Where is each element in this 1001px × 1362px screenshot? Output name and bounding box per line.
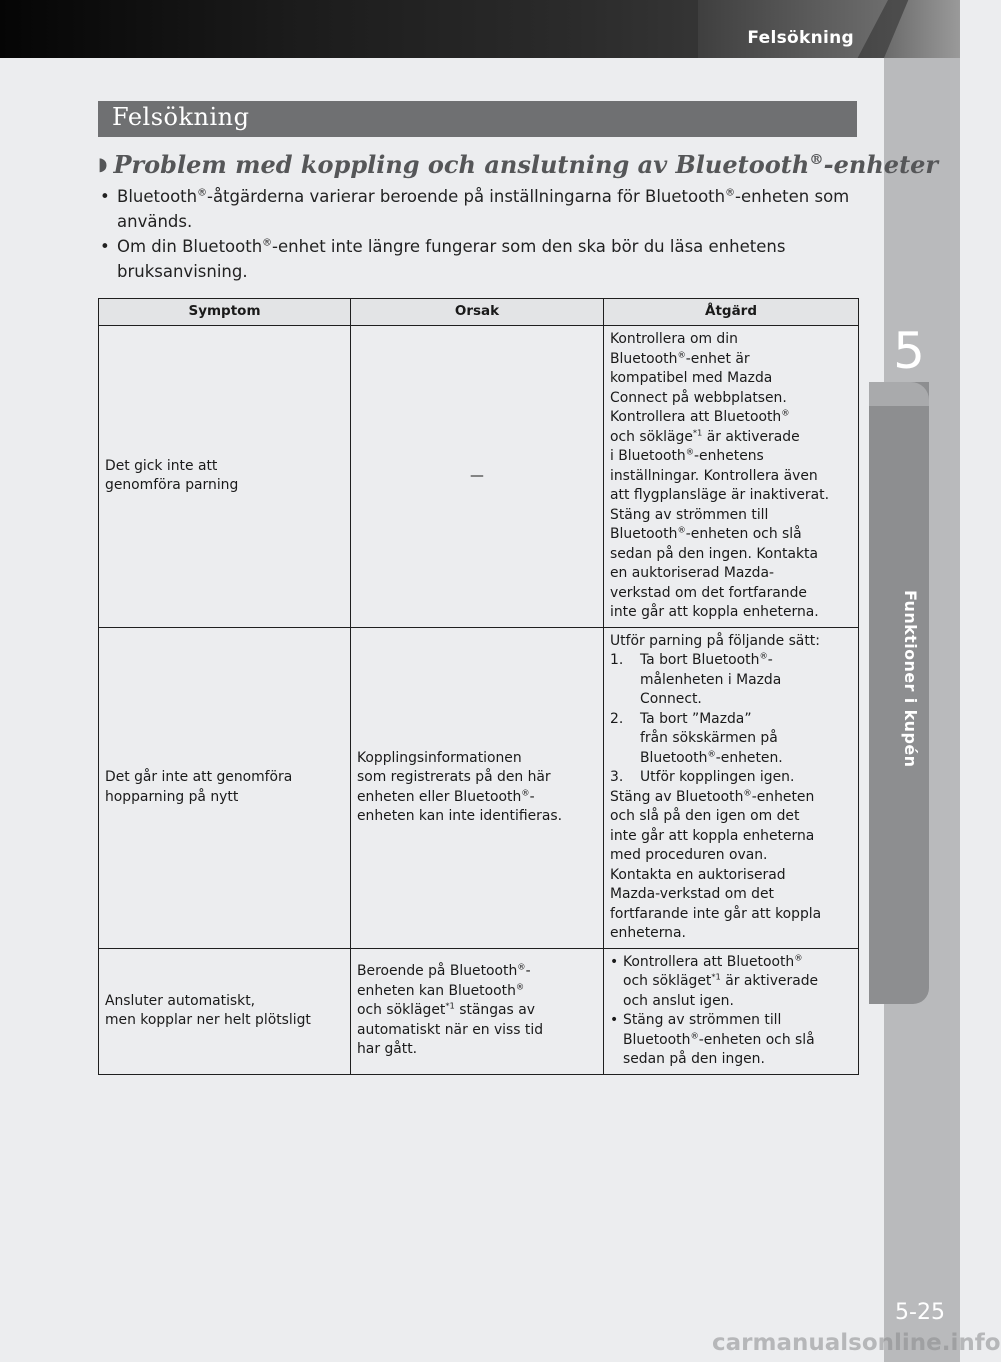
text-span: Beroende på Bluetooth xyxy=(357,963,518,980)
text-line xyxy=(357,962,597,982)
list-text xyxy=(623,953,818,1012)
text-line xyxy=(623,992,818,1012)
subheading-marker-icon: ◗ xyxy=(98,154,108,175)
text-line xyxy=(610,866,852,886)
text-span: -åtgärderna varierar beroende på inställningarna för Bluetooth xyxy=(206,187,726,206)
text-line xyxy=(610,467,852,487)
text-span: Ta bort ”Mazda” xyxy=(640,710,752,727)
table-header-row xyxy=(99,299,859,326)
text-line xyxy=(610,846,852,866)
text-span: och sökläge xyxy=(610,428,693,445)
text-line xyxy=(610,827,852,847)
text-span: Mazda-verkstad om det xyxy=(610,886,774,902)
registered-mark: ® xyxy=(743,786,752,797)
text-span: från sökskärmen på xyxy=(640,730,778,746)
table-row xyxy=(99,948,859,1074)
text-span: Om din Bluetooth xyxy=(117,237,263,256)
text-line xyxy=(640,710,783,730)
text-line xyxy=(357,807,597,827)
text-span: -enhet är xyxy=(685,350,750,367)
text-line xyxy=(640,671,781,691)
text-line xyxy=(623,1050,815,1070)
text-line xyxy=(357,982,597,1002)
cause-cell xyxy=(351,948,604,1074)
registered-mark: ® xyxy=(759,650,768,661)
symptom-cell xyxy=(99,627,351,948)
text-span: och sökläget xyxy=(623,973,712,989)
text-span: -enheten xyxy=(751,788,815,805)
section-title: Felsökning xyxy=(112,103,250,131)
text-span: som registrerats på den här xyxy=(357,769,551,785)
text-span: inställningar. Kontrollera även xyxy=(610,467,818,484)
table-row xyxy=(99,627,859,948)
text-span: Ta bort Bluetooth xyxy=(640,652,760,668)
text-span: och anslut igen. xyxy=(623,992,734,1009)
text-line xyxy=(623,953,818,973)
text-line xyxy=(623,1031,815,1051)
registered-mark: ® xyxy=(707,747,716,758)
bullet-text xyxy=(117,234,860,284)
table-row xyxy=(99,326,859,628)
bullet-text xyxy=(117,184,860,234)
text-span: sedan på den ingen. xyxy=(623,1051,765,1067)
text-span: enheterna. xyxy=(610,925,686,941)
registered-mark: ® xyxy=(197,187,207,199)
list-item xyxy=(610,953,852,1012)
text-line xyxy=(610,545,852,565)
text-span: verkstad om det fortfarande xyxy=(610,584,807,601)
text-line xyxy=(357,1021,597,1041)
registered-mark: ® xyxy=(690,1029,699,1040)
text-span: - xyxy=(525,963,531,980)
text-span: har gått. xyxy=(357,1041,418,1058)
text-span: Kontrollera om din xyxy=(610,331,738,347)
text-line xyxy=(610,584,852,604)
text-line xyxy=(610,564,852,584)
list-number: 3. xyxy=(610,769,624,785)
text-line xyxy=(357,788,597,808)
list-text xyxy=(640,651,781,710)
text-span: Utför parning på följande sätt: xyxy=(610,632,820,649)
text-span: Kontrollera att Bluetooth xyxy=(610,409,782,425)
text-line xyxy=(640,690,781,710)
text-span: sedan på den ingen. Kontakta xyxy=(610,545,818,562)
symptom-cell xyxy=(99,326,351,628)
text-span: fortfarande inte går att koppla xyxy=(610,905,822,922)
text-line xyxy=(623,1011,815,1031)
watermark: carmanualsonline.info xyxy=(712,1330,1001,1356)
text-span: Kontrollera att Bluetooth xyxy=(623,953,795,970)
bullet-dot-icon: • xyxy=(610,1012,619,1028)
text-line xyxy=(610,350,852,370)
troubleshooting-table xyxy=(98,298,859,1075)
text-span: - xyxy=(767,652,773,668)
header-symptom: Symptom xyxy=(99,299,351,326)
text-span: - xyxy=(529,788,535,805)
text-span: -enheten och slå xyxy=(685,526,802,542)
text-span: -enheten som används. xyxy=(117,187,850,231)
page-number: 5-25 xyxy=(895,1300,945,1325)
text-span: enheten eller Bluetooth xyxy=(357,788,522,805)
text-line: Ansluter automatiskt, xyxy=(105,992,256,1009)
text-span: Stäng av Bluetooth xyxy=(610,788,744,805)
text-line xyxy=(610,788,852,808)
text-span: Bluetooth xyxy=(610,526,678,542)
text-span: stängas av xyxy=(454,1002,535,1019)
header-tab-label: Felsökning xyxy=(747,28,854,48)
text-line xyxy=(610,924,852,944)
text-line xyxy=(610,525,852,545)
list-text xyxy=(640,710,783,769)
text-span: en auktoriserad Mazda- xyxy=(610,565,775,581)
symptom-cell xyxy=(99,948,351,1074)
remedy-cell xyxy=(604,948,859,1074)
text-line xyxy=(640,768,794,788)
registered-mark: ® xyxy=(809,151,824,168)
section-bar xyxy=(98,101,857,137)
text-line xyxy=(610,369,852,389)
text-line xyxy=(610,447,852,467)
text-span: -enhetens xyxy=(694,448,764,464)
text-span: Stäng av strömmen till xyxy=(610,506,769,523)
text-span: Kopplingsinformationen xyxy=(357,749,522,766)
bullet-dot-icon: • xyxy=(100,187,110,206)
remedy-cell xyxy=(604,627,859,948)
header-remedy: Åtgärd xyxy=(604,299,859,326)
text-line xyxy=(610,905,852,925)
text-line xyxy=(610,408,852,428)
text-span: och sökläget xyxy=(357,1002,446,1019)
remedy-intro xyxy=(610,632,852,652)
list-item xyxy=(610,1011,852,1070)
text-line xyxy=(640,651,781,671)
bullet-item xyxy=(100,184,860,234)
text-line xyxy=(610,428,852,448)
text-span: -enheten och slå xyxy=(698,1031,815,1048)
text-span: är aktiverade xyxy=(702,428,800,445)
text-span: och slå på den igen om det xyxy=(610,808,800,824)
text-span: att flygplansläge är inaktiverat. xyxy=(610,487,830,503)
registered-mark: ® xyxy=(685,446,695,457)
subheading-suffix: -enheter xyxy=(823,150,939,179)
subheading-text: Problem med koppling och anslutning av Bluetooth xyxy=(113,150,810,179)
text-line xyxy=(640,749,783,769)
bullet-dot-icon: • xyxy=(100,237,110,256)
registered-mark: ® xyxy=(515,981,525,992)
text-line xyxy=(357,1040,597,1060)
list-item xyxy=(610,768,852,788)
text-line: men kopplar ner helt plötsligt xyxy=(105,1012,311,1028)
text-line xyxy=(357,1001,597,1021)
cause-cell xyxy=(351,627,604,948)
text-line xyxy=(610,603,852,623)
footnote-mark: *1 xyxy=(445,1000,455,1011)
text-line xyxy=(640,729,783,749)
text-span: Bluetooth xyxy=(640,749,708,766)
registered-mark: ® xyxy=(517,961,526,972)
text-line xyxy=(610,506,852,526)
text-line xyxy=(623,972,818,992)
footnote-mark: *1 xyxy=(711,971,721,982)
text-line: Det gick inte att xyxy=(105,457,218,474)
text-span: Kontakta en auktoriserad xyxy=(610,866,786,883)
text-line: hopparning på nytt xyxy=(105,788,239,805)
text-span: Bluetooth xyxy=(623,1031,691,1048)
intro-bullets xyxy=(100,184,860,284)
text-span: målenheten i Mazda xyxy=(640,671,782,688)
registered-mark: ® xyxy=(725,187,735,199)
text-span: enheten kan Bluetooth xyxy=(357,982,516,999)
text-span: -enhet inte längre fungerar som den ska bör du läsa enhetens bruksanvisning. xyxy=(117,237,786,281)
cause-cell: — xyxy=(351,326,604,628)
text-line xyxy=(610,389,852,409)
footnote-mark: *1 xyxy=(692,426,703,437)
text-line xyxy=(610,330,852,350)
text-span: Bluetooth xyxy=(610,350,678,367)
text-line: genomföra parning xyxy=(105,477,239,494)
text-span: inte går att koppla enheterna xyxy=(610,827,815,844)
text-line xyxy=(357,768,597,788)
registered-mark: ® xyxy=(677,524,686,535)
text-span: automatiskt när en viss tid xyxy=(357,1021,544,1038)
list-number: 2. xyxy=(610,710,624,727)
list-text xyxy=(623,1011,815,1070)
text-span: enheten kan inte identifieras. xyxy=(357,808,563,824)
text-span: Connect. xyxy=(640,691,702,707)
text-span: Bluetooth xyxy=(117,187,198,206)
chapter-number: 5 xyxy=(893,322,925,380)
registered-mark: ® xyxy=(781,407,790,418)
text-line xyxy=(610,885,852,905)
text-span: med proceduren ovan. xyxy=(610,847,768,863)
text-span: inte går att koppla enheterna. xyxy=(610,604,819,620)
text-span: Connect på webbplatsen. xyxy=(610,389,787,406)
chapter-title: Funktioner i kupén xyxy=(901,590,920,768)
bullet-dot-icon: • xyxy=(610,953,619,970)
text-span: Stäng av strömmen till xyxy=(623,1012,782,1028)
list-item xyxy=(610,651,852,710)
registered-mark: ® xyxy=(262,237,273,249)
subheading xyxy=(98,150,939,184)
text-span: i Bluetooth xyxy=(610,448,686,464)
remedy-cell xyxy=(604,326,859,628)
list-text xyxy=(640,768,794,788)
header-cause: Orsak xyxy=(351,299,604,326)
text-span: kompatibel med Mazda xyxy=(610,370,773,386)
list-item xyxy=(610,710,852,769)
text-line: Det går inte att genomföra xyxy=(105,769,293,785)
registered-mark: ® xyxy=(794,951,803,962)
text-line xyxy=(610,486,852,506)
text-line xyxy=(357,749,597,769)
list-number: 1. xyxy=(610,652,624,668)
registered-mark: ® xyxy=(521,786,530,797)
text-span: -enheten. xyxy=(715,749,783,766)
text-span: är aktiverade xyxy=(720,973,819,989)
registered-mark: ® xyxy=(677,348,686,359)
text-line xyxy=(610,807,852,827)
text-span: Utför kopplingen igen. xyxy=(640,769,795,785)
bullet-item xyxy=(100,234,860,284)
